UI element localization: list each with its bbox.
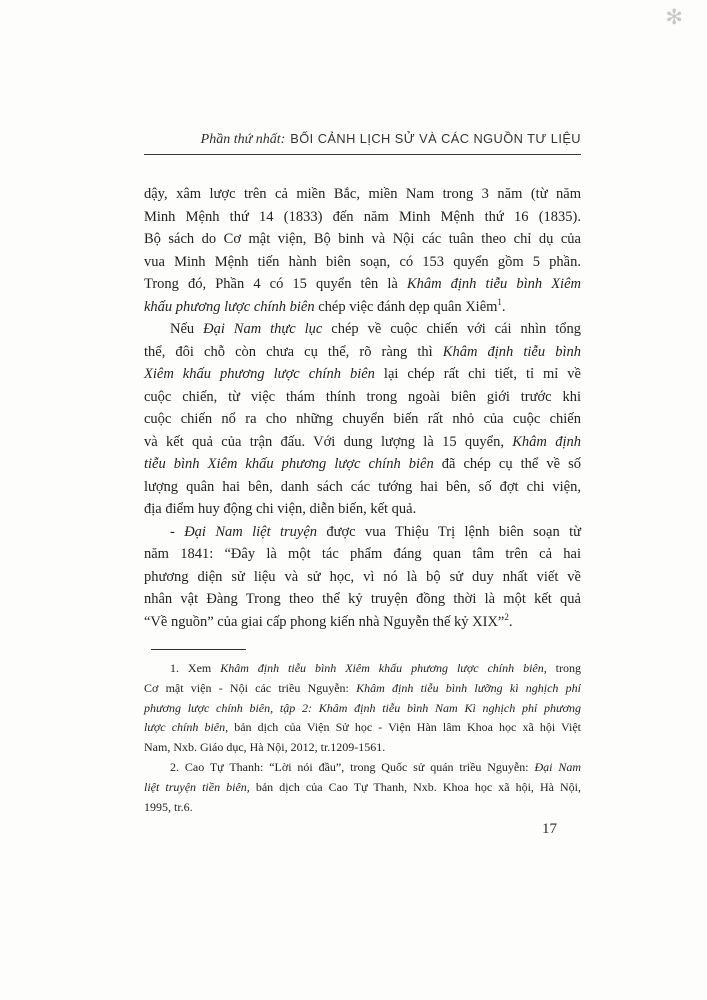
text-segment: vua Minh Mệnh tiến hành biên soạn, có 153 quyển gồm 5 phần. <box>144 253 581 270</box>
text-segment: Đại Nam thực lục <box>203 321 332 337</box>
text-segment: Cơ mật viện - Nội các triều Nguyễn: <box>144 680 357 695</box>
paragraph-3 <box>144 521 581 634</box>
text-line <box>144 718 581 738</box>
text-segment: phương diện sử liệu và sử học, vì nó là bộ sử duy nhất viết về <box>144 568 581 585</box>
paragraph-1 <box>144 183 581 318</box>
footnote-2 <box>144 758 581 817</box>
text-line <box>144 588 581 611</box>
footnote-marker: 2 <box>504 611 509 622</box>
text-line <box>144 341 581 364</box>
text-line <box>144 386 581 409</box>
header-title: BỐI CẢNH LỊCH SỬ VÀ CÁC NGUỒN TƯ LIỆU <box>290 131 581 146</box>
text-segment: Đại Nam <box>534 759 582 774</box>
text-line <box>144 431 581 454</box>
text-segment: 1. Xem <box>170 661 221 675</box>
text-segment: Khâm định tiễu bình <box>442 343 581 360</box>
text-line <box>144 738 581 758</box>
text-segment: Khâm định tiễu bình Xiêm khấu phương lược chính biên <box>220 661 544 675</box>
text-segment: Minh Mệnh thứ 14 (1833) đến năm Minh Mệnh thứ 16 (1835). <box>144 208 581 225</box>
text-segment: đã chép cụ thể về số <box>441 456 582 472</box>
text-line <box>144 408 581 431</box>
text-segment: lượng quân hai bên, danh sách các tướng hai bên, số đợt chi viện, <box>144 478 581 495</box>
text-line <box>144 679 581 699</box>
body-text <box>144 183 581 633</box>
text-segment: . <box>508 613 513 630</box>
text-segment: tiễu bình Xiêm khấu phương lược chính biên <box>144 456 442 472</box>
text-segment: địa điểm huy động chi viện, diễn biến, kết quả. <box>144 501 417 517</box>
text-segment: phương lược chính biên, tập 2: Khâm định tiễu bình Nam Kì nghịch phỉ phương <box>144 700 581 715</box>
text-segment: năm 1841: “Đây là một tác phẩm đáng quan tâm trên cả hai <box>144 546 581 562</box>
text-segment: “Về nguồn” của giai cấp phong kiến nhà Nguyễn thế kỷ XIX” <box>144 613 505 630</box>
text-line <box>144 363 581 386</box>
text-segment: bản dịch của Viện Sử học - Viện Hàn lâm Khoa học xã hội Việt <box>228 720 581 735</box>
text-segment: Khâm định <box>512 433 581 450</box>
text-line <box>144 318 581 341</box>
text-line <box>144 498 581 521</box>
text-line <box>144 566 581 589</box>
text-line <box>144 778 581 798</box>
text-segment: khấu phương lược chính biên <box>144 298 319 315</box>
text-segment: thể, đôi chỗ còn chưa cụ thể, rõ ràng thì <box>144 343 443 360</box>
text-segment: lại chép rất chi tiết, tỉ mỉ về <box>383 366 581 382</box>
flower-ornament-icon: ✻ <box>665 5 683 29</box>
text-line <box>144 611 581 634</box>
text-segment: Bộ sách do Cơ mật viện, Bộ binh và Nội các tuân theo chỉ dụ của <box>144 231 581 247</box>
text-line <box>144 228 581 251</box>
footnotes <box>144 659 581 817</box>
text-segment: Khâm định tiễu bình lưỡng kì nghịch phỉ <box>356 680 581 695</box>
text-segment: liệt truyện tiền biên, <box>144 779 250 794</box>
text-segment: Trong đó, Phần 4 có 15 quyển tên là <box>144 276 407 292</box>
text-segment: lược chính biên, <box>144 720 229 735</box>
text-segment: chép việc đánh dẹp quân Xiêm <box>318 298 498 315</box>
text-line <box>144 521 581 544</box>
footnote-1 <box>144 659 581 758</box>
text-line <box>144 183 581 206</box>
text-segment: bản dịch của Cao Tự Thanh, Nxb. Khoa học xã hội, Hà Nội, <box>249 779 582 794</box>
text-line <box>144 659 581 679</box>
page-number: 17 <box>542 821 557 837</box>
paragraph-2 <box>144 318 581 521</box>
text-segment: . <box>501 298 506 315</box>
text-segment: được vua Thiệu Trị lệnh biên soạn từ <box>326 523 581 540</box>
text-segment: - <box>170 523 185 540</box>
text-line <box>144 206 581 229</box>
text-line <box>144 273 581 296</box>
text-segment: 1995, tr.6. <box>144 799 193 814</box>
text-segment: 2. Cao Tự Thanh: “Lời nói đầu”, trong Quốc sử quán triều Nguyễn: <box>170 759 535 774</box>
text-segment: Đại Nam liệt truyện <box>184 523 327 540</box>
text-line <box>144 798 581 818</box>
text-line <box>144 543 581 566</box>
running-header <box>144 130 581 155</box>
text-line <box>144 758 581 778</box>
text-segment: Nếu <box>170 321 204 337</box>
text-segment: , trong <box>543 661 581 675</box>
text-line <box>144 251 581 274</box>
text-segment: cuộc chiến nổ ra cho những chuyển biến rất nhỏ của cuộc chiến <box>144 411 581 427</box>
text-segment: Nam, Nxb. Giáo dục, Hà Nội, 2012, tr.1209-1561. <box>144 740 386 755</box>
text-segment: chép về cuộc chiến với cái nhìn tổng <box>331 321 581 337</box>
text-segment: dậy, xâm lược trên cả miền Bắc, miền Nam trong 3 năm (từ năm <box>144 186 581 202</box>
footnote-marker: 1 <box>497 296 502 307</box>
text-segment: nhân vật Đàng Trong theo thể kỷ truyện đồng thời là một kết quả <box>144 591 581 607</box>
text-segment: Xiêm khấu phương lược chính biên <box>144 366 384 382</box>
text-segment: cuộc chiến, từ việc thám thính trong ngoài biên giới trước khi <box>144 388 581 405</box>
text-line <box>144 699 581 719</box>
text-line <box>144 453 581 476</box>
text-line <box>144 476 581 499</box>
text-segment: và kết quả của trận đấu. Với dung lượng là 15 quyển, <box>144 433 513 450</box>
header-part-label: Phần thứ nhất: <box>200 132 286 147</box>
text-line <box>144 296 581 319</box>
footnote-separator <box>151 649 246 650</box>
text-segment: Khâm định tiễu bình Xiêm <box>406 276 581 292</box>
